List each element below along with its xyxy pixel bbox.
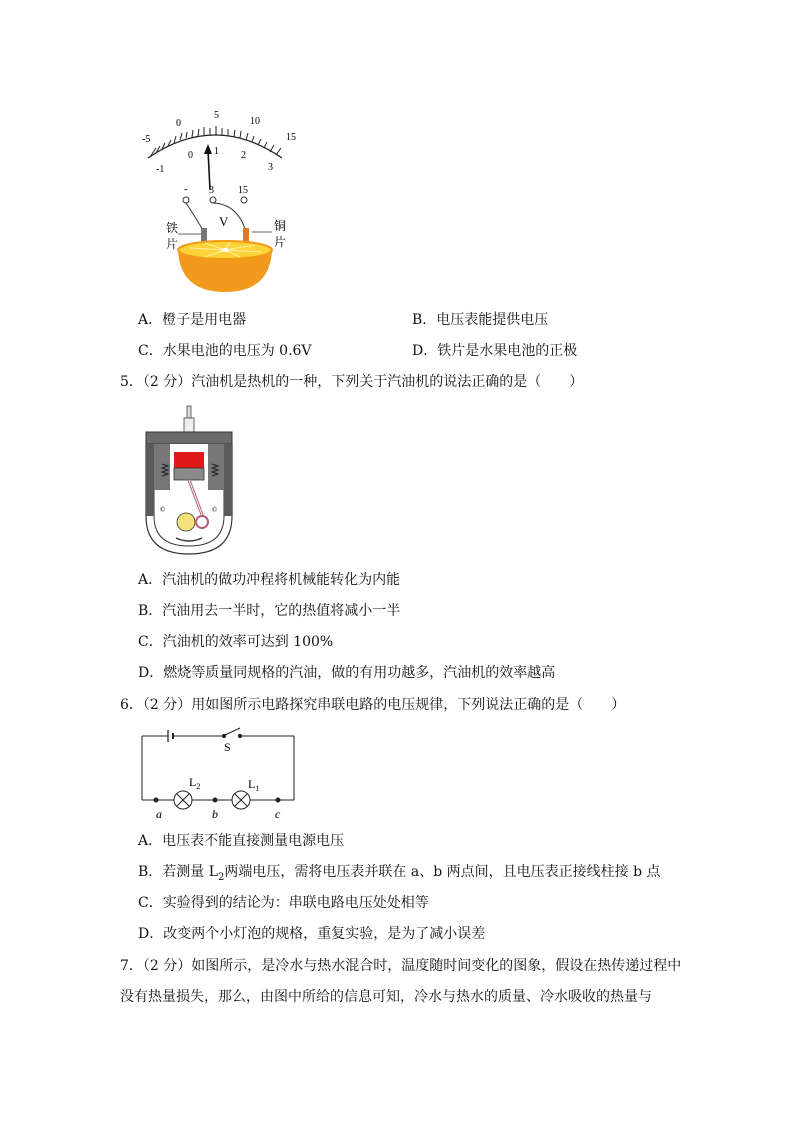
point-b-label: b — [212, 807, 218, 821]
point-a-label: a — [156, 807, 162, 821]
top-scale-label: -5 — [142, 134, 151, 145]
q4-option-a[interactable]: A．橙子是用电器 — [138, 312, 247, 328]
q5-option-c[interactable]: C．汽油机的效率可达到 100% — [138, 634, 334, 650]
top-scale-label: 0 — [176, 118, 181, 129]
fruit-battery-figure — [130, 100, 310, 300]
q5-option-b[interactable]: B．汽油用去一半时，它的热值将减小一半 — [138, 603, 401, 619]
point-c-label: c — [275, 807, 281, 821]
terminal-3v[interactable] — [210, 197, 216, 203]
copper-label: 片 — [274, 235, 287, 249]
q6-option-d[interactable]: D．改变两个小灯泡的规格，重复实验，是为了减小误差 — [138, 926, 486, 942]
terminal-label-15v: 15 — [238, 185, 248, 196]
switch-label: S — [224, 740, 231, 754]
q4-option-c[interactable]: C．水果电池的电压为 0.6V — [138, 343, 312, 359]
q7-stem-line1: 7．（2 分）如图所示，是冷水与热水混合时，温度随时间变化的图象，假设在热传递过程中 — [120, 958, 682, 974]
voltmeter-needle — [204, 144, 212, 190]
terminal-15v[interactable] — [241, 197, 247, 203]
q7-stem-line2: 没有热量损失，那么，由图中所给的信息可知，冷水与热水的质量、冷水吸收的热量与 — [120, 989, 652, 1005]
point-c[interactable] — [276, 798, 281, 803]
bottom-scale-label: -1 — [156, 164, 165, 175]
bottom-scale-label: 0 — [188, 150, 193, 161]
piston — [174, 468, 204, 480]
q6-option-b[interactable]: B．若测量 $L_2$两端电压，需将电压表并联在 a、b 两点间，且电压表正接线柱接 b 点 — [138, 864, 661, 883]
lamp-l2-label: $L_2$ — [189, 775, 201, 791]
q6-stem: 6．（2 分）用如图所示电路探究串联电路的电压规律，下列说法正确的是（ ） — [120, 697, 626, 713]
q5-stem: 5．（2 分）汽油机是热机的一种，下列关于汽油机的说法正确的是（ ） — [120, 374, 584, 390]
wire-iron — [186, 203, 204, 232]
wire-copper — [213, 203, 246, 232]
q5-option-a[interactable]: A．汽油机的做功冲程将机械能转化为内能 — [138, 572, 401, 588]
point-a[interactable] — [154, 798, 159, 803]
copper-label: 铜 — [274, 219, 287, 233]
svg-text:©: © — [160, 506, 166, 514]
orange-half — [178, 241, 272, 292]
terminal-label-negative: - — [184, 183, 188, 195]
iron-label: 铁 — [166, 221, 179, 235]
terminal-negative[interactable] — [183, 197, 189, 203]
terminal-label-3v: 3 — [209, 185, 214, 196]
q4-option-d[interactable]: D．铁片是水果电池的正极 — [412, 343, 578, 359]
bottom-scale-label: 1 — [214, 146, 219, 157]
top-scale-label: 5 — [214, 110, 219, 121]
top-scale-label: 15 — [286, 132, 296, 143]
series-circuit-diagram — [136, 722, 300, 822]
engine-diagram — [142, 404, 238, 560]
iron-label: 片 — [166, 237, 179, 251]
q4-option-b[interactable]: B．电压表能提供电压 — [412, 312, 549, 328]
q5-option-d[interactable]: D．燃烧等质量同规格的汽油，做的有用功越多，汽油机的效率越高 — [138, 665, 556, 681]
q6-option-c[interactable]: C．实验得到的结论为：串联电路电压处处相等 — [138, 895, 429, 911]
svg-text:©: © — [212, 506, 218, 514]
bottom-scale-label: 3 — [268, 162, 273, 173]
lamp-l1-label: $L_1$ — [248, 777, 260, 793]
q6-option-a[interactable]: A．电压表不能直接测量电源电压 — [138, 833, 345, 849]
bottom-scale-label: 2 — [241, 150, 246, 161]
voltmeter-symbol: V — [219, 214, 229, 229]
top-scale-label: 10 — [250, 116, 260, 127]
point-b[interactable] — [213, 798, 218, 803]
crankshaft — [177, 513, 195, 531]
combustion-chamber — [174, 452, 204, 468]
